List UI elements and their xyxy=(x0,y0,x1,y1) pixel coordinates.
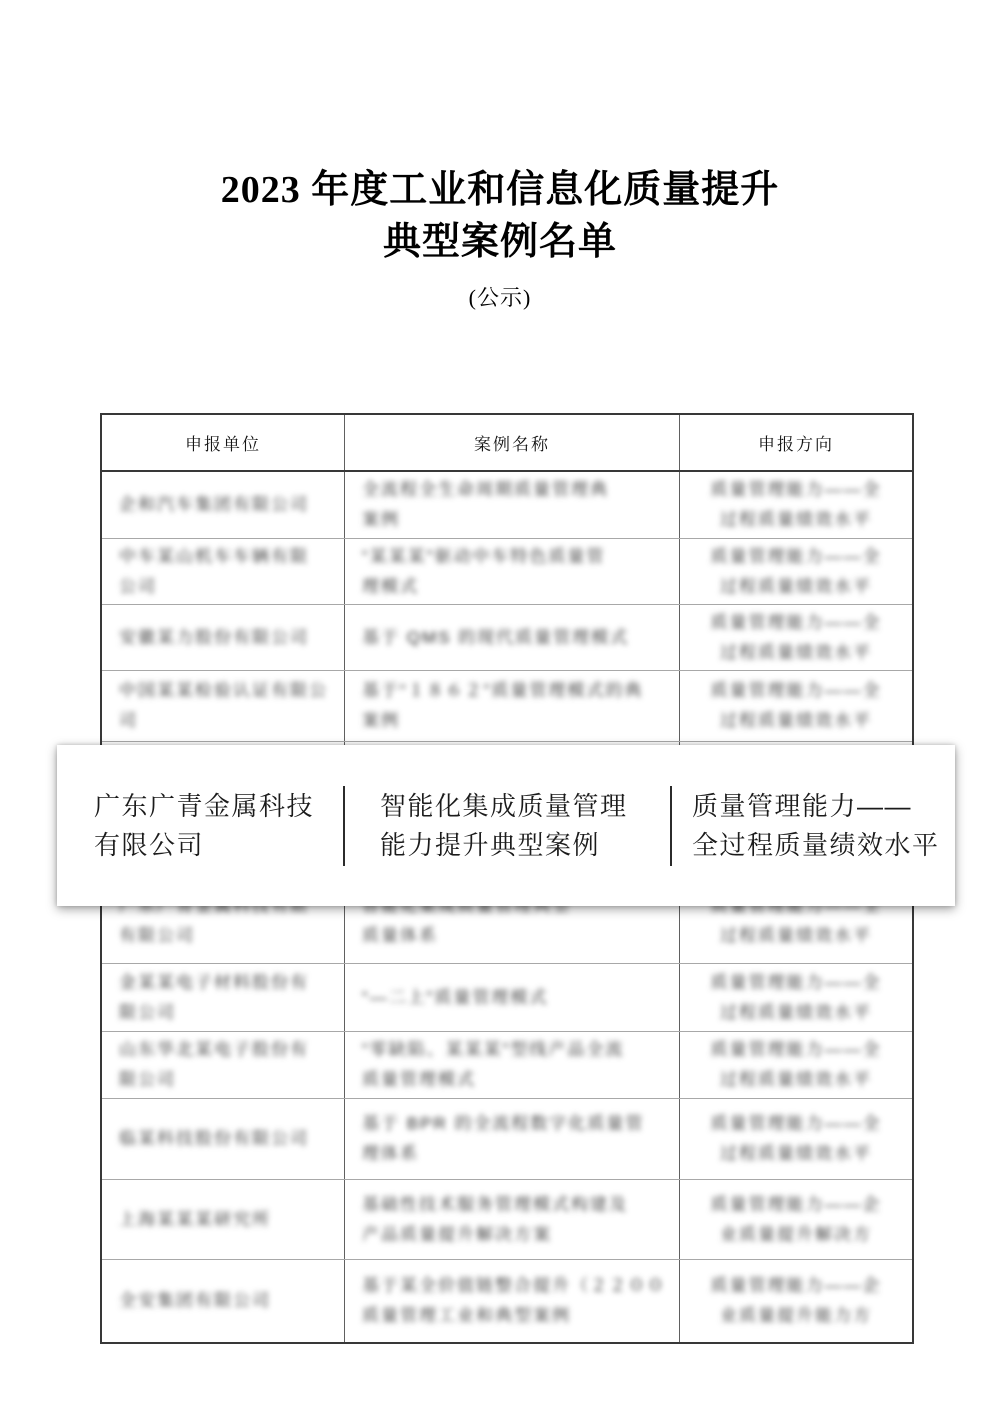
card-text-line: 广东广青金属科技 xyxy=(94,790,315,821)
blurred-text-line: 基于某全价值链整合提升（２２００ xyxy=(362,1276,666,1295)
blurred-text-line: 山东华北某电子股份有 xyxy=(119,1040,309,1059)
table-cell xyxy=(102,1180,345,1259)
table-header-row xyxy=(102,415,912,472)
table-cell xyxy=(345,1180,680,1259)
blurred-text-line: 过程质量绩效水平 xyxy=(720,1002,872,1022)
blurred-text-line: 中国某某检验认证有限公 xyxy=(119,681,328,700)
table-cell xyxy=(102,539,345,604)
blurred-text-line: 过程质量绩效水平 xyxy=(720,642,872,662)
table-cell xyxy=(345,472,680,538)
table-cell xyxy=(102,472,345,538)
table-cell xyxy=(680,671,912,741)
blurred-text-line: 案例 xyxy=(362,711,400,730)
blurred-text-line: 安徽某力股份有限公司 xyxy=(119,627,309,647)
table-cell xyxy=(102,671,345,741)
blurred-text-line: 中车某山机车车辆有限 xyxy=(119,546,309,566)
highlight-card xyxy=(57,745,955,906)
table-cell xyxy=(102,605,345,670)
table-cell xyxy=(345,964,680,1031)
table-cell xyxy=(345,605,680,670)
table-row xyxy=(102,1099,912,1180)
blurred-text-line: 司 xyxy=(119,711,138,730)
blurred-text-line: 过程质量绩效水平 xyxy=(720,1070,872,1089)
blurred-text-line: 产品质量提升解决方案 xyxy=(362,1224,552,1244)
table-cell xyxy=(102,964,345,1031)
header-label-case: 案例名称 xyxy=(474,435,550,454)
blurred-text-line: 临某科技股份有限公司 xyxy=(119,1129,309,1148)
table-cell xyxy=(680,1180,912,1259)
blurred-text-line: “—二上”质量管理模式 xyxy=(362,987,549,1007)
page-title-line1: 2023 年度工业和信息化质量提升 xyxy=(220,169,780,211)
table-cell xyxy=(345,671,680,741)
table-row xyxy=(102,964,912,1032)
blurred-text-line: 理模式 xyxy=(362,576,419,596)
table-row xyxy=(102,1032,912,1099)
page-title xyxy=(0,164,1000,268)
page-title-line2: 典型案例名单 xyxy=(382,221,617,263)
table-cell xyxy=(680,964,912,1031)
blurred-text-line: 公司 xyxy=(119,576,157,596)
table-row xyxy=(102,605,912,671)
header-label-unit: 申报单位 xyxy=(185,435,261,454)
table-cell xyxy=(345,1032,680,1098)
blurred-text-line: 质量管理能力——企 xyxy=(710,1276,882,1295)
table-cell xyxy=(345,1099,680,1179)
table-row xyxy=(102,671,912,742)
blurred-text-line: “某某某”驱动中车特色质量管 xyxy=(362,546,606,566)
table-cell xyxy=(345,1260,680,1342)
card-case-cell xyxy=(345,745,670,906)
table-row xyxy=(102,472,912,539)
table-row xyxy=(102,1260,912,1342)
blurred-text-line: 全安集团有限公司 xyxy=(119,1291,271,1310)
table-cell xyxy=(102,1032,345,1098)
table-cell xyxy=(680,1099,912,1179)
header-cell-case xyxy=(345,415,680,470)
blurred-text-line: 质量管理模式 xyxy=(362,1070,476,1089)
table-body xyxy=(102,472,912,1342)
table-cell xyxy=(680,1260,912,1342)
card-text-line: 全过程质量绩效水平 xyxy=(692,829,940,860)
blurred-text-line: 限公司 xyxy=(119,1070,176,1089)
table-cell xyxy=(680,605,912,670)
header-label-direction: 申报方向 xyxy=(758,435,834,454)
blurred-text-line: 质量管理能力——全 xyxy=(710,480,882,499)
blurred-text-line: 质量管理能力——全 xyxy=(710,1114,882,1133)
blurred-text-line: 基础性技术服务管理模式构建及 xyxy=(362,1194,628,1214)
blurred-text-line: 案例 xyxy=(362,510,400,529)
header-cell-unit xyxy=(102,415,345,470)
blurred-text-line: 基于 QMS 的现代质量管理模式 xyxy=(362,627,630,647)
header-cell-direction xyxy=(680,415,912,470)
table-cell xyxy=(102,1099,345,1179)
blurred-text-line: 过程质量绩效水平 xyxy=(720,510,872,529)
blurred-text-line: 基于“１８６２”质量管理模式的典 xyxy=(362,681,644,700)
card-text-line: 有限公司 xyxy=(94,829,205,860)
blurred-text-line: 质量管理能力——企 xyxy=(710,1194,882,1214)
card-text-line: 智能化集成质量管理 xyxy=(380,790,628,821)
blurred-text-line: 金某某电子材料股份有 xyxy=(119,972,309,992)
blurred-text-line: 质量管理能力——全 xyxy=(710,612,882,632)
blurred-text-line: 过程质量绩效水平 xyxy=(720,576,872,596)
blurred-text-line: 全流程全生命周期质量管理典 xyxy=(362,480,609,499)
blurred-text-line: 业质量提升解决方 xyxy=(720,1224,872,1244)
blurred-text-line: 质量管理能力——全 xyxy=(710,546,882,566)
card-text-line: 能力提升典型案例 xyxy=(380,829,601,860)
card-direction-cell xyxy=(672,745,955,906)
blurred-text-line: 过程质量绩效水平 xyxy=(720,711,872,730)
table-cell xyxy=(680,539,912,604)
blurred-text-line: 理体系 xyxy=(362,1144,419,1163)
blurred-text-line: 过程质量绩效水平 xyxy=(720,926,872,945)
blurred-text-line: 质量管理工业和典型案例 xyxy=(362,1306,571,1325)
notice-subtitle: (公示) xyxy=(468,285,532,310)
blurred-text-line: 限公司 xyxy=(119,1002,176,1022)
blurred-text-line: 企和汽车集团有限公司 xyxy=(119,495,309,514)
table-row xyxy=(102,1180,912,1260)
blurred-text-line: 过程质量绩效水平 xyxy=(720,1144,872,1163)
table-row xyxy=(102,539,912,605)
card-text-line: 质量管理能力—— xyxy=(692,790,913,821)
card-unit-cell xyxy=(57,745,343,906)
blurred-text-line: 质量管理能力——全 xyxy=(710,681,882,700)
blurred-text-line: 基于 BPR 的全流程数字化质量管 xyxy=(362,1114,645,1133)
blurred-text-line: 有限公司 xyxy=(119,926,195,945)
blurred-text-line: 上海某某某研究所 xyxy=(119,1209,271,1229)
table-cell xyxy=(680,1032,912,1098)
blurred-text-line: “零缺陷、某某某”型线产品全流 xyxy=(362,1040,625,1059)
table-cell xyxy=(680,472,912,538)
blurred-text-line: 质量管理能力——全 xyxy=(710,972,882,992)
blurred-text-line: 质量管理能力——全 xyxy=(710,1040,882,1059)
table-cell xyxy=(102,1260,345,1342)
blurred-text-line: 业质量提升能力方 xyxy=(720,1306,872,1325)
blurred-text-line: 质量体系 xyxy=(362,926,438,945)
table-cell xyxy=(345,539,680,604)
